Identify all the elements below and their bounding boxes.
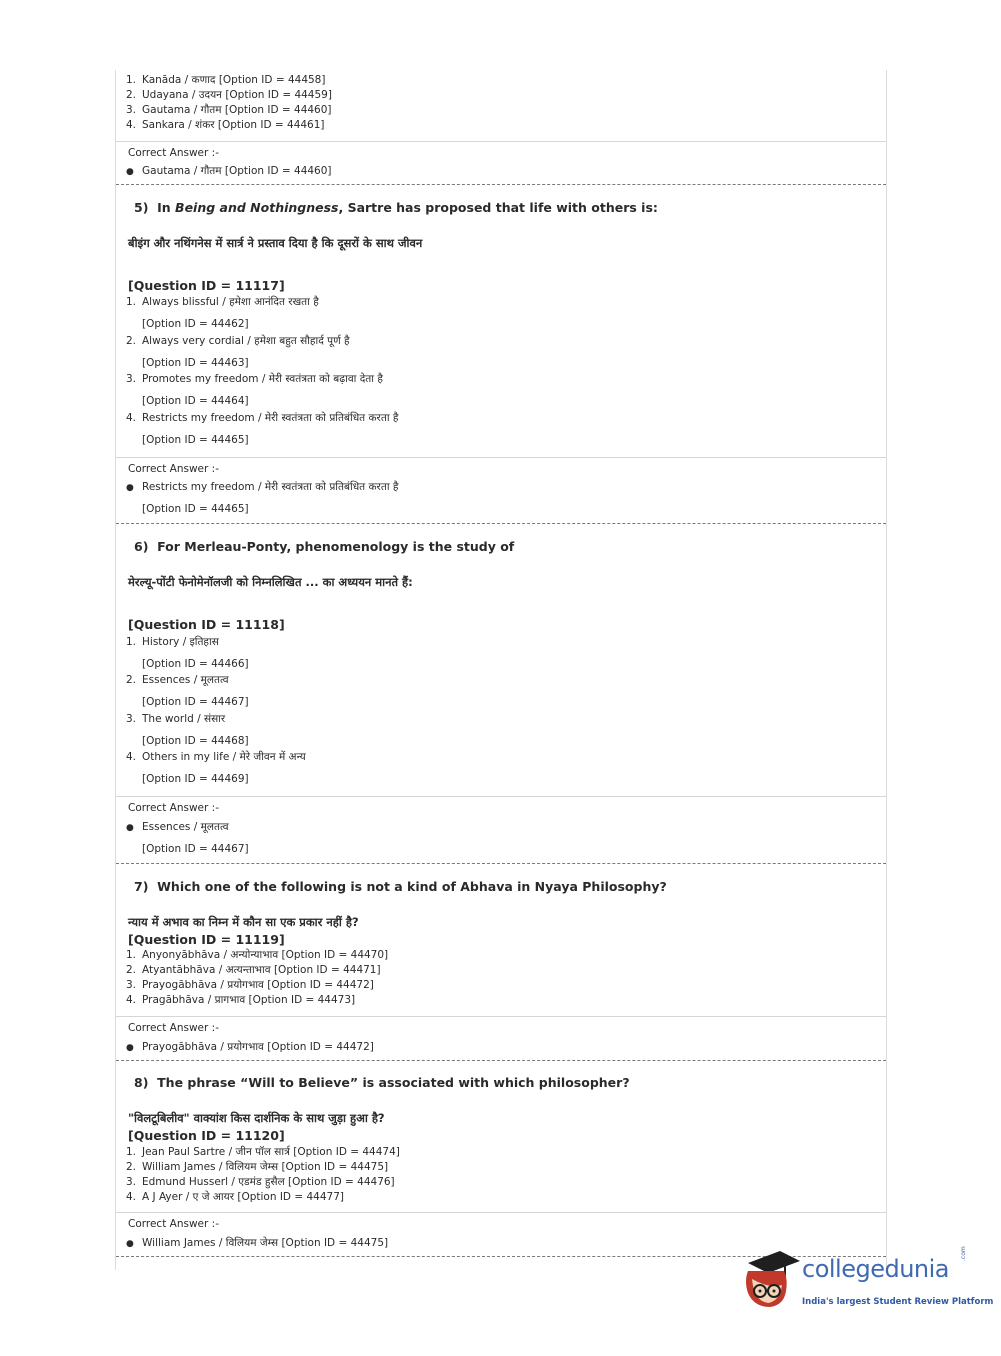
q7-option-1: 1. Anyonyābhāva / अन्योन्याभाव [Option ID = 44470]	[126, 949, 389, 961]
q6-option-2: 2. Essences / मूलतत्व	[126, 674, 229, 686]
q5-correct-answer-label: Correct Answer :-	[128, 463, 219, 475]
q5-option-4: 4. Restricts my freedom / मेरी स्वतंत्रता को प्रतिबंधित करता है	[126, 412, 399, 424]
question-7-text: 7) Which one of the following is not a kind of Abhava in Nyaya Philosophy?	[134, 879, 667, 894]
q5-option-3: 3. Promotes my freedom / मेरी स्वतंत्रता को बढ़ावा देता है	[126, 373, 383, 385]
question-7-id: [Question ID = 11119]	[128, 932, 285, 947]
q8-option-3: 3. Edmund Husserl / एडमंड हुसैल [Option ID = 44476]	[126, 1176, 395, 1188]
q5-option-1-id: [Option ID = 44462]	[142, 318, 249, 330]
q8-correct-answer: ● William James / विलियम जेम्स [Option ID = 44475]	[126, 1237, 389, 1249]
option-3: 3. Gautama / गौतम [Option ID = 44460]	[126, 104, 332, 116]
q5-correct-answer: ● Restricts my freedom / मेरी स्वतंत्रता को प्रतिबंधित करता है	[126, 481, 399, 493]
question-5-text: 5) In Being and Nothingness, Sartre has proposed that life with others is:	[134, 200, 658, 215]
q6-correct-answer-id: [Option ID = 44467]	[142, 843, 249, 855]
q6-option-3-id: [Option ID = 44468]	[142, 735, 249, 747]
question-6-text: 6) For Merleau-Ponty, phenomenology is the study of	[134, 539, 515, 554]
correct-answer-label: Correct Answer :-	[128, 147, 219, 159]
q8-correct-answer-label: Correct Answer :-	[128, 1218, 219, 1230]
q5-option-3-id: [Option ID = 44464]	[142, 395, 249, 407]
correct-answer: ● Gautama / गौतम [Option ID = 44460]	[126, 165, 332, 177]
question-5-hindi: बीइंग और नथिंगनेस में सार्त्र ने प्रस्ताव दिया है कि दूसरों के साथ जीवन	[128, 236, 423, 250]
q5-option-2-id: [Option ID = 44463]	[142, 357, 249, 369]
q8-option-2: 2. William James / विलियम जेम्स [Option ID = 44475]	[126, 1161, 389, 1173]
q5-option-1: 1. Always blissful / हमेशा आनंदित रखता है	[126, 296, 319, 308]
q6-correct-answer-label: Correct Answer :-	[128, 802, 219, 814]
q7-option-4: 4. Pragābhāva / प्रागभाव [Option ID = 44473]	[126, 994, 356, 1006]
q6-option-2-id: [Option ID = 44467]	[142, 696, 249, 708]
option-1: 1. Kanāda / कणाद [Option ID = 44458]	[126, 74, 326, 86]
logo-domain: .com	[960, 1246, 967, 1261]
collegedunia-logo	[740, 1245, 994, 1320]
question-8-text: 8) The phrase “Will to Believe” is associated with which philosopher?	[134, 1075, 630, 1090]
q8-option-1: 1. Jean Paul Sartre / जीन पॉल सार्त्र [Option ID = 44474]	[126, 1146, 400, 1158]
logo-wordmark: collegedunia	[802, 1255, 950, 1283]
q5-option-2: 2. Always very cordial / हमेशा बहुत सौहार्द पूर्ण है	[126, 335, 350, 347]
q5-correct-answer-id: [Option ID = 44465]	[142, 503, 249, 515]
q6-option-4-id: [Option ID = 44469]	[142, 773, 249, 785]
q6-option-1-id: [Option ID = 44466]	[142, 658, 249, 670]
question-6-hindi: मेरल्यू-पोंटी फेनोमेनॉलजी को निम्नलिखित ... का अध्ययन मानते हैं:	[128, 575, 413, 589]
mascot-icon	[740, 1245, 802, 1315]
question-8-id: [Question ID = 11120]	[128, 1128, 285, 1143]
q7-option-2: 2. Atyantābhāva / अत्यन्ताभाव [Option ID = 44471]	[126, 964, 381, 976]
question-7-hindi: न्याय में अभाव का निम्न में कौन सा एक प्रकार नहीं है?	[128, 915, 359, 929]
q6-correct-answer: ● Essences / मूलतत्व	[126, 821, 229, 833]
option-4: 4. Sankara / शंकर [Option ID = 44461]	[126, 119, 325, 131]
q7-option-3: 3. Prayogābhāva / प्रयोगभाव [Option ID = 44472]	[126, 979, 374, 991]
question-paper-sheet	[115, 70, 887, 1270]
option-2: 2. Udayana / उदयन [Option ID = 44459]	[126, 89, 332, 101]
q5-option-4-id: [Option ID = 44465]	[142, 434, 249, 446]
question-5-id: [Question ID = 11117]	[128, 278, 285, 293]
q6-option-1: 1. History / इतिहास	[126, 636, 219, 648]
q6-option-4: 4. Others in my life / मेरे जीवन में अन्य	[126, 751, 306, 763]
q7-correct-answer: ● Prayogābhāva / प्रयोगभाव [Option ID = 44472]	[126, 1041, 374, 1053]
q7-correct-answer-label: Correct Answer :-	[128, 1022, 219, 1034]
q6-option-3: 3. The world / संसार	[126, 713, 226, 725]
question-6-id: [Question ID = 11118]	[128, 617, 285, 632]
logo-tagline: India's largest Student Review Platform	[802, 1297, 994, 1307]
q8-option-4: 4. A J Ayer / ए जे आयर [Option ID = 44477]	[126, 1191, 344, 1203]
question-8-hindi: "विलटूबिलीव" वाक्यांश किस दार्शनिक के साथ जुड़ा हुआ है?	[128, 1111, 385, 1125]
